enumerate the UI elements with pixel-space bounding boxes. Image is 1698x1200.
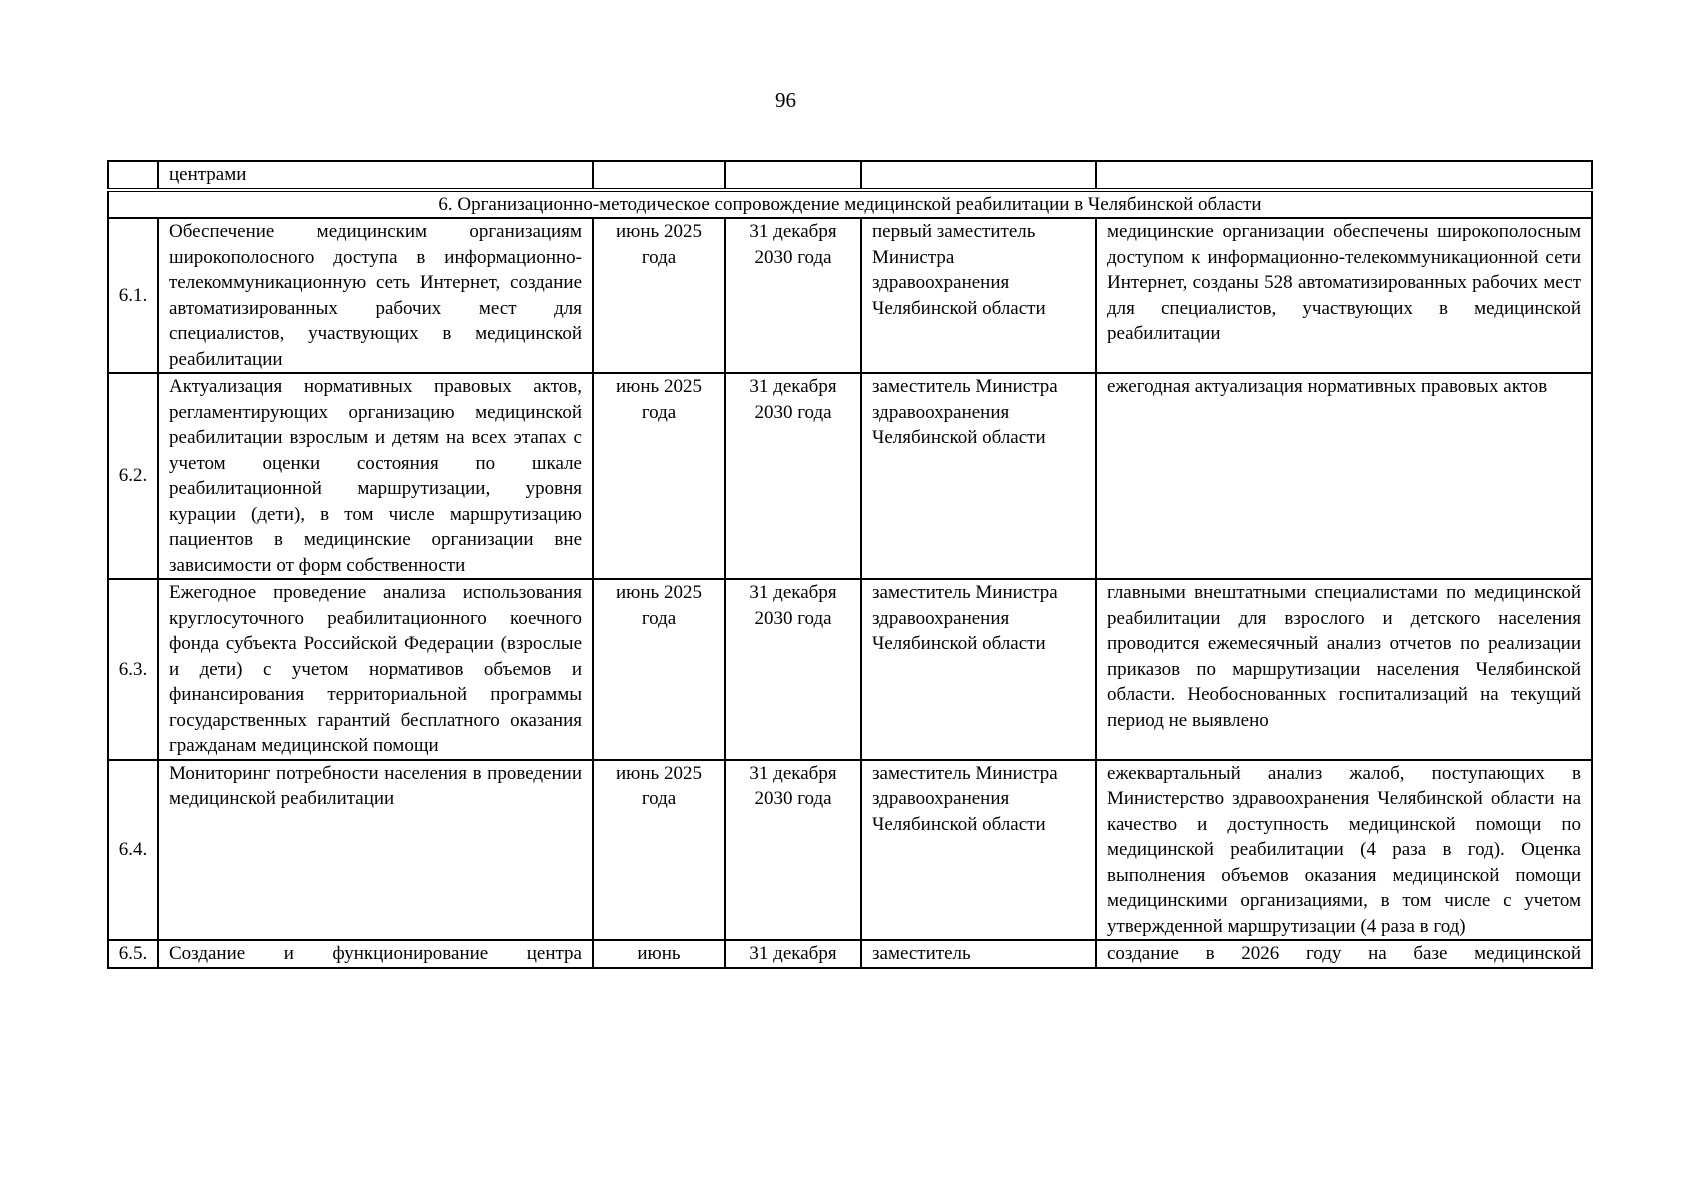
table-row (108, 940, 1592, 968)
table-row (108, 579, 1592, 760)
row-number: 6.3. (108, 579, 158, 760)
carry-over-empty-cell (593, 161, 725, 190)
section-header-row (108, 190, 1592, 219)
end-date: 31 декабря 2030 года (725, 579, 861, 760)
carry-over-empty-cell (861, 161, 1096, 190)
end-date: 31 декабря 2030 года (725, 373, 861, 579)
responsible-person: заместитель Министра здравоохранения Челябинской области (861, 579, 1096, 760)
table-row (108, 218, 1592, 373)
row-number: 6.5. (108, 940, 158, 968)
page-number: 96 (775, 88, 796, 112)
section-title: 6. Организационно-методическое сопровождение медицинской реабилитации в Челябинской области (108, 190, 1592, 219)
action-text: Создание и функционирование центра (158, 940, 593, 968)
action-text: Мониторинг потребности населения в проведении медицинской реабилитации (158, 760, 593, 941)
result-text: ежеквартальный анализ жалоб, поступающих в Министерство здравоохранения Челябинской области на качество и доступность медицинской помощи по медицинской реабилитации (4 раза в год). Оценка выполнения объемов оказания медицинской помощи медицинскими организациями, в том числе с учетом утвержденной маршрутизации (4 раза в год) (1096, 760, 1592, 941)
carry-over-empty-cell (1096, 161, 1592, 190)
row-number: 6.2. (108, 373, 158, 579)
action-text: Актуализация нормативных правовых актов, регламентирующих организацию медицинской реабилитации взрослым и детям на всех этапах с учетом оценки состояния по шкале реабилитационной маршрутизации, уровня курации (дети), в том числе маршрутизацию пациентов в медицинские организации вне зависимости от форм собственности (158, 373, 593, 579)
responsible-person: заместитель Министра здравоохранения Челябинской области (861, 760, 1096, 941)
start-date: июнь 2025 года (593, 218, 725, 373)
measures-table (107, 160, 1593, 969)
end-date: 31 декабря 2030 года (725, 760, 861, 941)
responsible-person: заместитель Министра здравоохранения Челябинской области (861, 373, 1096, 579)
result-text: главными внештатными специалистами по медицинской реабилитации для взрослого и детского населения проводится ежемесячный анализ отчетов по реализации приказов по маршрутизации населения Челябинской области. Необоснованных госпитализаций на текущий период не выявлено (1096, 579, 1592, 760)
responsible-person: заместитель (861, 940, 1096, 968)
carry-over-empty-cell (725, 161, 861, 190)
carry-over-text: центрами (158, 161, 593, 190)
result-text: ежегодная актуализация нормативных правовых актов (1096, 373, 1592, 579)
action-text: Ежегодное проведение анализа использования круглосуточного реабилитационного коечного фонда субъекта Российской Федерации (взрослые и дети) с учетом нормативов объемов и финансирования территориальной программы государственных гарантий бесплатного оказания гражданам медицинской помощи (158, 579, 593, 760)
end-date: 31 декабря (725, 940, 861, 968)
start-date: июнь 2025 года (593, 579, 725, 760)
start-date: июнь 2025 года (593, 760, 725, 941)
table-row (108, 373, 1592, 579)
carry-over-num-cell (108, 161, 158, 190)
start-date: июнь 2025 года (593, 373, 725, 579)
responsible-person: первый заместитель Министра здравоохранения Челябинской области (861, 218, 1096, 373)
result-text: медицинские организации обеспечены широкополосным доступом к информационно-телекоммуникационной сети Интернет, созданы 528 автоматизированных рабочих мест для специалистов, участвующих в медицинской реабилитации (1096, 218, 1592, 373)
row-number: 6.1. (108, 218, 158, 373)
carry-over-row (108, 161, 1592, 190)
result-text: создание в 2026 году на базе медицинской (1096, 940, 1592, 968)
action-text: Обеспечение медицинским организациям широкополосного доступа в информационно-телекоммуникационную сеть Интернет, создание автоматизированных рабочих мест для специалистов, участвующих в медицинской реабилитации (158, 218, 593, 373)
end-date: 31 декабря 2030 года (725, 218, 861, 373)
table-row (108, 760, 1592, 941)
start-date: июнь (593, 940, 725, 968)
row-number: 6.4. (108, 760, 158, 941)
